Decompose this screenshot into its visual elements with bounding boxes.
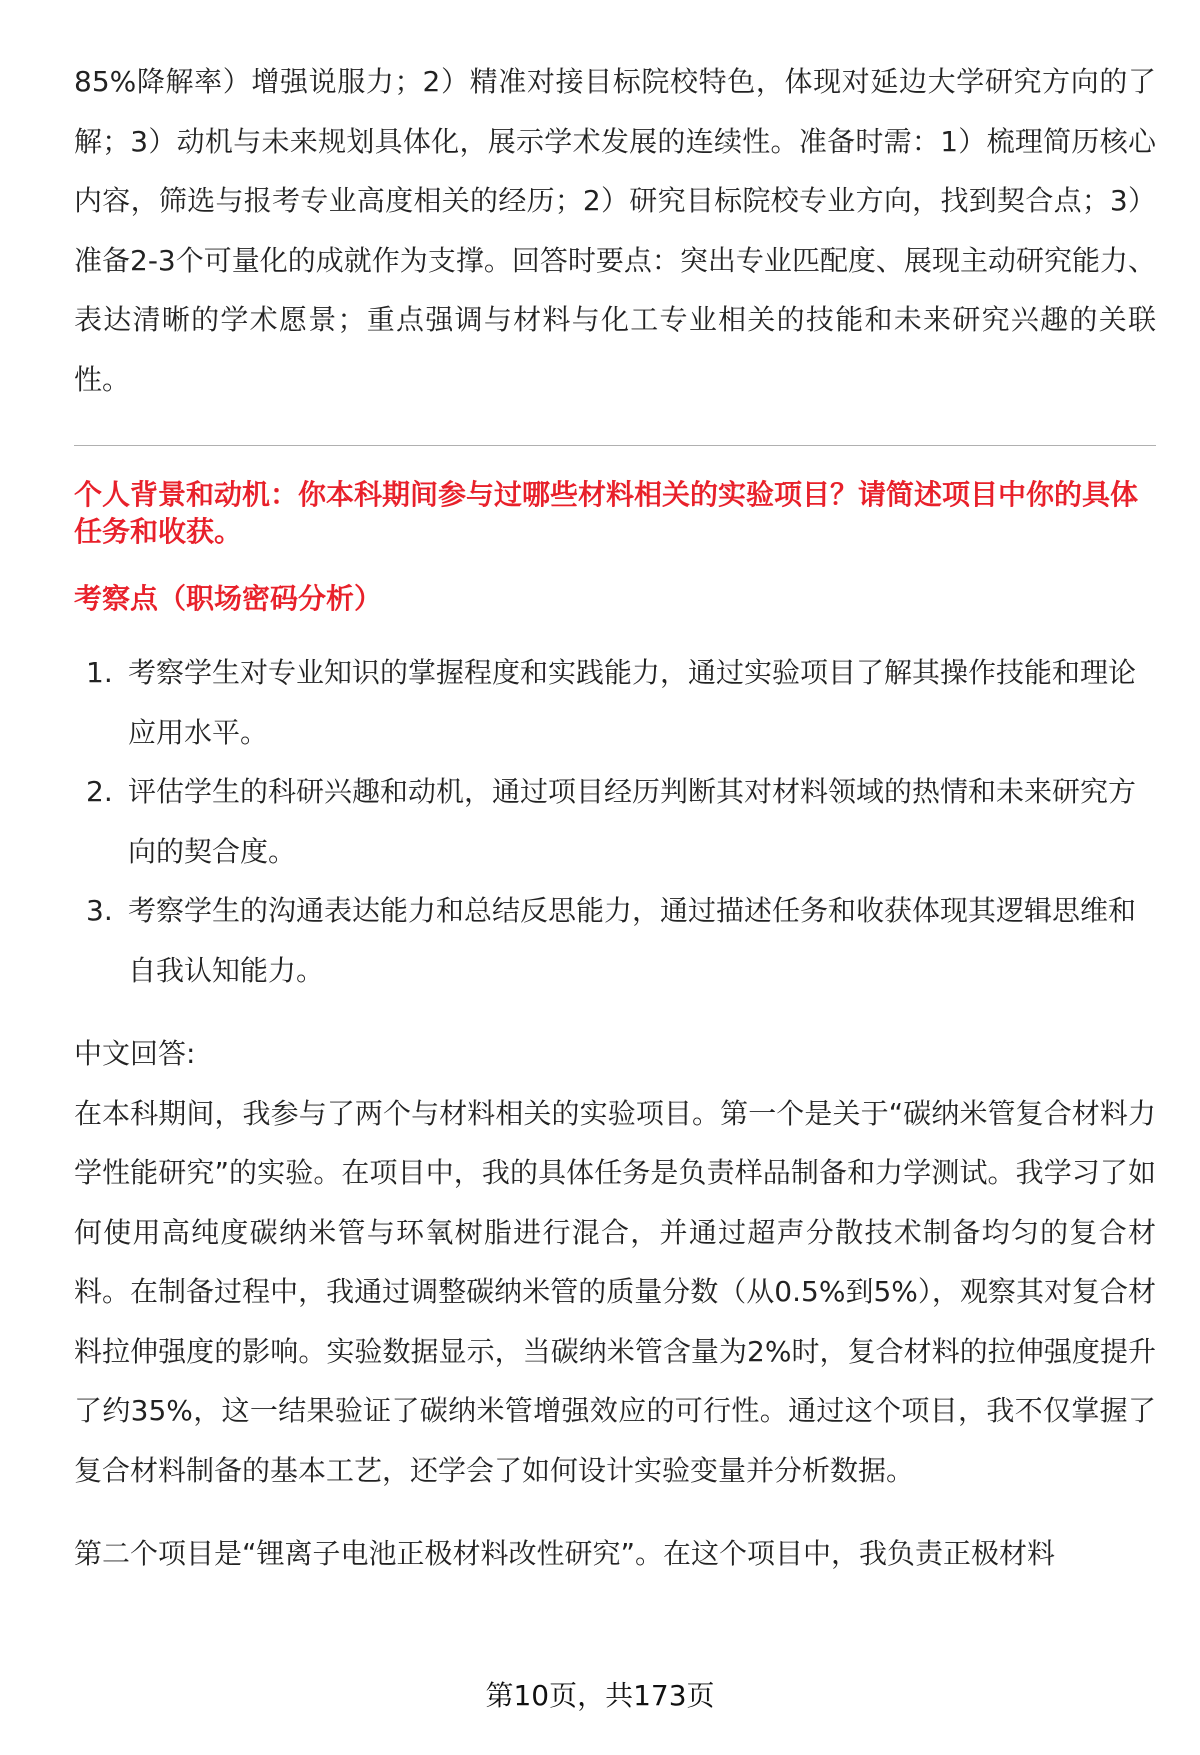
- list-item-number: 3.: [86, 894, 113, 927]
- answer-paragraph: 在本科期间，我参与了两个与材料相关的实验项目。第一个是关于“碳纳米管复合材料力学性能研究”的实验。在项目中，我的具体任务是负责样品制备和力学测试。我学习了如何使用高纯度碳纳米管与环氧树脂进行混合，并通过超声分散技术制备均匀的复合材料。在制备过程中，我通过调整碳纳米管的质量分数（从0.5%到5%），观察其对复合材料拉伸强度的影响。实验数据显示，当碳纳米管含量为2%时，复合材料的拉伸强度提升了约35%，这一结果验证了碳纳米管增强效应的可行性。通过这个项目，我不仅掌握了复合材料制备的基本工艺，还学会了如何设计实验变量并分析数据。: [74, 1096, 1156, 1487]
- evaluation-points-list: [74, 643, 1156, 1000]
- list-item: [74, 881, 1156, 1000]
- paragraph-spacer: [74, 1500, 1156, 1524]
- list-item-text: 评估学生的科研兴趣和动机，通过项目经历判断其对材料领域的热情和未来研究方向的契合度。: [128, 775, 1137, 868]
- answer-label: 中文回答:: [74, 1037, 196, 1070]
- intro-paragraph: 85%降解率）增强说服力；2）精准对接目标院校特色，体现对延边大学研究方向的了解；3）动机与未来规划具体化，展示学术发展的连续性。准备时需：1）梳理简历核心内容，筛选与报考专业高度相关的经历；2）研究目标院校专业方向，找到契合点；3）准备2-3个可量化的成就作为支撑。回答时要点：突出专业匹配度、展现主动研究能力、表达清晰的学术愿景；重点强调与材料与化工专业相关的技能和未来研究兴趣的关联性。: [74, 65, 1156, 396]
- list-item: [74, 643, 1156, 762]
- list-item-number: 2.: [86, 775, 113, 808]
- list-item-text: 考察学生的沟通表达能力和总结反思能力，通过描述任务和收获体现其逻辑思维和自我认知能力。: [128, 894, 1137, 987]
- question-heading: 个人背景和动机：你本科期间参与过哪些材料相关的实验项目？请简述项目中你的具体任务和收获。: [74, 478, 1139, 548]
- list-item-number: 1.: [86, 656, 113, 689]
- section-divider: [74, 445, 1156, 446]
- document-page: [74, 52, 1156, 1584]
- section-title: 考察点（职场密码分析）: [74, 582, 383, 615]
- list-item-text: 考察学生对专业知识的掌握程度和实践能力，通过实验项目了解其操作技能和理论应用水平。: [128, 656, 1137, 749]
- answer-paragraph: 第二个项目是“锂离子电池正极材料改性研究”。在这个项目中，我负责正极材料: [74, 1537, 1056, 1570]
- page-footer: 第10页，共173页: [485, 1679, 715, 1712]
- list-item: [74, 762, 1156, 881]
